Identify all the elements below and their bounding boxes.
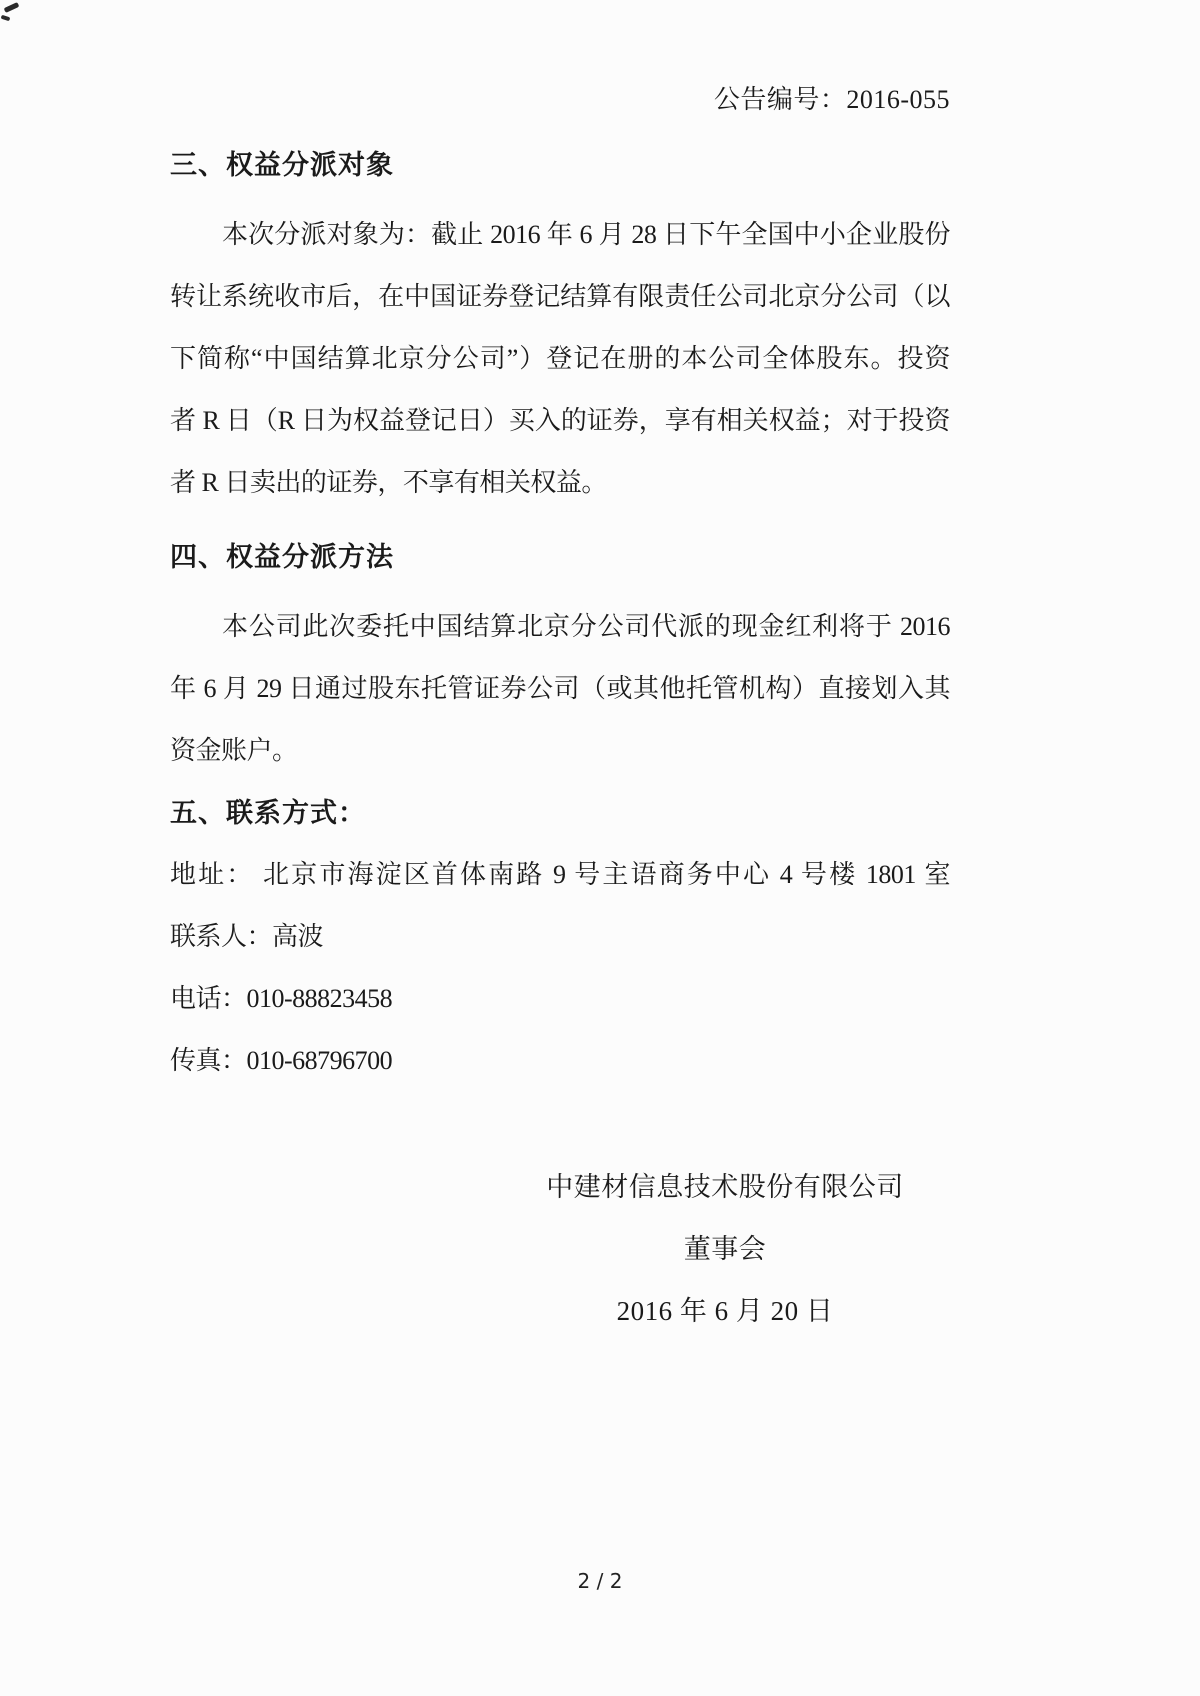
paragraph-line: 本次分派对象为：截止 2016 年 6 月 28 日下午全国中小企业股份 (222, 220, 950, 249)
contact-phone-line: 电话：010-88823458 (170, 984, 393, 1013)
scan-artifact (4, 2, 20, 13)
paragraph-line: 年 6 月 29 日通过股东托管证券公司（或其他托管机构）直接划入其 (170, 674, 950, 703)
paragraph-distribution-target (170, 204, 950, 514)
paragraph-distribution-method (170, 596, 950, 782)
contact-address-line: 地址： 北京市海淀区首体南路 9 号主语商务中心 4 号楼 1801 室 (170, 860, 950, 889)
signature-company: 中建材信息技术股份有限公司 (546, 1172, 904, 1202)
section-heading-distribution-method: 四、权益分派方法 (170, 542, 394, 572)
paragraph-line: 者 R 日（R 日为权益登记日）买入的证券，享有相关权益；对于投资 (170, 406, 950, 435)
paragraph-line: 者 R 日卖出的证券，不享有相关权益。 (170, 468, 607, 497)
document-content (170, 70, 950, 1342)
signature-date: 2016 年 6 月 20 日 (616, 1296, 834, 1326)
scan-artifact (1, 15, 11, 22)
contact-fax-line: 传真：010-68796700 (170, 1046, 393, 1075)
page-number: 2 / 2 (577, 1569, 623, 1593)
section-heading-distribution-target: 三、权益分派对象 (170, 150, 394, 180)
paragraph-line: 资金账户。 (170, 736, 298, 765)
contact-person-line: 联系人：高波 (170, 922, 324, 951)
paragraph-line: 转让系统收市后，在中国证券登记结算有限责任公司北京分公司（以 (170, 282, 950, 311)
paragraph-contact-info (170, 844, 950, 1092)
signature-board: 董事会 (683, 1234, 767, 1264)
announcement-number: 公告编号：2016-055 (713, 85, 950, 114)
signature-block (500, 1156, 950, 1342)
section-heading-contact-info: 五、联系方式： (170, 798, 366, 828)
paragraph-line: 本公司此次委托中国结算北京分公司代派的现金红利将于 2016 (222, 612, 950, 641)
paragraph-line: 下简称“中国结算北京分公司”）登记在册的本公司全体股东。投资 (170, 344, 950, 373)
